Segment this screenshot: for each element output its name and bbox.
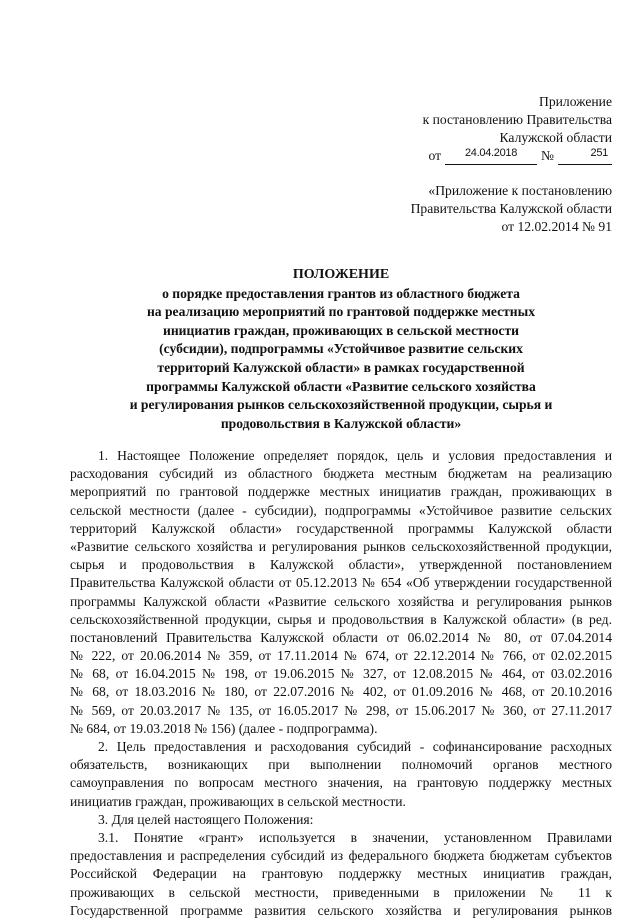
text-line: программы Калужской области «Развитие сельского хозяйства и регулирования рынков [70, 593, 612, 609]
text-line: самоуправления по вопросам местного значения, на грантовую поддержку местных [70, 775, 612, 791]
appendix-header [352, 93, 612, 165]
text-line: 3.1. Понятие «грант» используется в значении, установленном Правилами [98, 829, 612, 845]
ot-label: от [428, 148, 442, 163]
amended-appendix-header [352, 182, 612, 236]
text-line: 2. Цель предоставления и расходования субсидий - софинансирование расходных [98, 739, 612, 754]
text-line: № 68, от 18.03.2016 № 180, от 22.07.2016 № 402, от 01.09.2016 № 468, от 20.10.2016 [70, 684, 612, 700]
text-line: предоставления и распределения субсидий из федерального бюджета бюджетам субъектов [70, 848, 612, 864]
title-line: о порядке предоставления грантов из областного бюджета [162, 285, 520, 301]
text-line: сырья и продовольствия в Калужской области», утвержденной постановлением [70, 557, 612, 573]
title-line: и регулирования рынков сельскохозяйственной продукции, сырья и [129, 397, 553, 413]
appendix-region: Калужской области [499, 130, 612, 145]
title-heading: ПОЛОЖЕНИЕ [292, 267, 390, 282]
date-number-line [352, 147, 612, 165]
title-line: (субсидии), подпрограммы «Устойчивое развитие сельских [159, 341, 523, 357]
title-line: на реализацию мероприятий по грантовой поддержке местных [146, 304, 536, 320]
text-line: сельской местности (далее - субсидии), подпрограммы «Устойчивое развитие сельских [70, 502, 612, 518]
appendix-to-resolution: к постановлению Правительства [422, 112, 612, 127]
appendix-label: Приложение [539, 94, 612, 109]
text-line: Правительства Калужской области от 05.12.2013 № 654 «Об утверждении государственной [70, 575, 612, 591]
text-line: «Развитие сельского хозяйства и регулирования рынков сельскохозяйственной продукции, [70, 538, 612, 554]
paragraph-2 [70, 738, 612, 811]
title-line: территорий Калужской области» в рамках государственной [157, 359, 525, 375]
title-line: продовольствия в Калужской области» [220, 415, 462, 431]
paragraph-3-1 [70, 829, 612, 920]
title-line: инициатив граждан, проживающих в сельской местности [163, 322, 519, 338]
text-line: постановлений Правительства Калужской области от 06.02.2014 № 80, от 07.04.2014 [70, 629, 612, 645]
paragraph-1 [70, 447, 612, 738]
text-line: территорий Калужской области» государственной программы Калужской области [70, 520, 612, 536]
text-line: Государственной программе развития сельского хозяйства и регулирования рынков [70, 902, 612, 918]
document-body [70, 447, 612, 920]
text-line: обязательств, возникающих при выполнении полномочий органов местного [70, 757, 612, 773]
text-line: сельскохозяйственной продукции, сырья и продовольствия в Калужской области» (в ред. [70, 611, 612, 627]
text-line: № 684, от 19.03.2018 № 156) (далее - подпрограмма). [70, 720, 378, 736]
text-line: расходования субсидий из областного бюджета местным бюджетам на реализацию [70, 466, 612, 482]
handwritten-number: 251 [590, 147, 608, 159]
text-line: № 569, от 20.03.2017 № 135, от 16.05.2017 № 298, от 15.06.2017 № 360, от 27.11.2017 [70, 702, 612, 718]
number-field [558, 149, 612, 165]
text-line: 1. Настоящее Положение определяет порядок, цель и условия предоставления и [98, 448, 612, 463]
amended-line-3: от 12.02.2014 № 91 [501, 219, 612, 234]
amended-line-1: «Приложение к постановлению [428, 183, 612, 198]
text-line: Российской Федерации на грантовую поддержку местных инициатив граждан, [70, 866, 612, 882]
text-line: 3. Для целей настоящего Положения: [98, 811, 314, 827]
title-line: программы Калужской области «Развитие сельского хозяйства [146, 378, 536, 394]
paragraph-3 [70, 811, 612, 829]
number-label: № [541, 148, 554, 163]
text-line: мероприятий по грантовой поддержке местных инициатив граждан, проживающих в [70, 484, 612, 500]
document-title [100, 266, 582, 433]
text-line: № 222, от 20.06.2014 № 359, от 17.11.2014 № 674, от 22.12.2014 № 766, от 02.02.2015 [70, 648, 612, 664]
date-field [445, 149, 537, 165]
text-line: инициатив граждан, проживающих в сельской местности. [70, 793, 406, 809]
amended-line-2: Правительства Калужской области [410, 201, 612, 216]
text-line: № 68, от 16.04.2015 № 198, от 19.06.2015 № 327, от 12.08.2015 № 464, от 03.02.2016 [70, 666, 612, 682]
handwritten-date: 24.04.2018 [464, 147, 518, 159]
text-line: проживающих в сельской местности, приведенными в приложении № 11 к [70, 884, 612, 900]
